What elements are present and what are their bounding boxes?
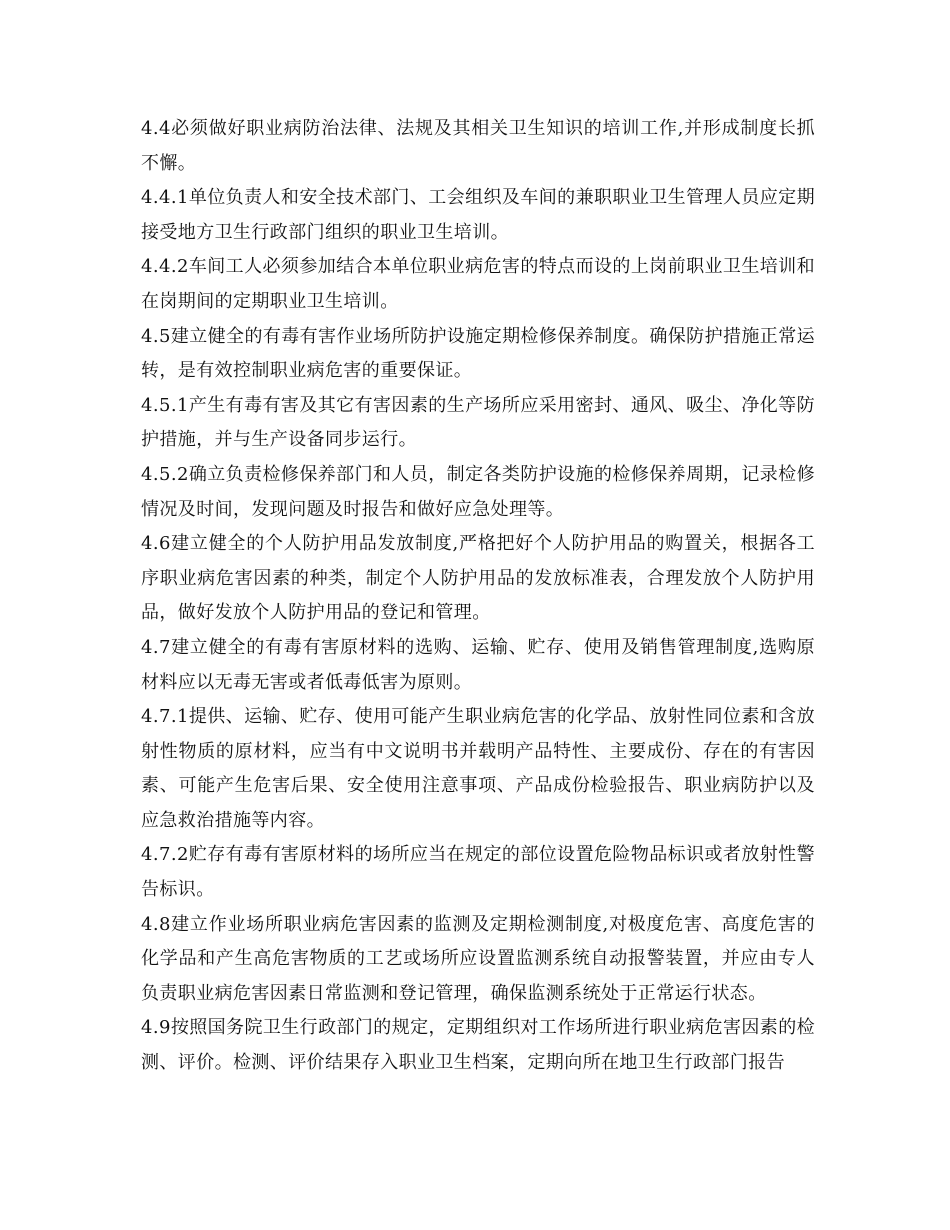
paragraph-4-5-2: 4.5.2确立负责检修保养部门和人员，制定各类防护设施的检修保养周期，记录检修情况及时间，发现问题及时报告和做好应急处理等。 bbox=[141, 463, 815, 520]
paragraph-4-5: 4.5建立健全的有毒有害作业场所防护设施定期检修保养制度。确保防护措施正常运转，是有效控制职业病危害的重要保证。 bbox=[141, 325, 815, 382]
paragraph-4-5-1: 4.5.1产生有毒有害及其它有害因素的生产场所应采用密封、通风、吸尘、净化等防护措施，并与生产设备同步运行。 bbox=[141, 394, 815, 451]
document-body bbox=[141, 112, 815, 1081]
paragraph-4-8: 4.8建立作业场所职业病危害因素的监测及定期检测制度,对极度危害、高度危害的化学品和产生高危害物质的工艺或场所应设置监测系统自动报警装置，并应由专人负责职业病危害因素日常监测和登记管理，确保监测系统处于正常运行状态。 bbox=[141, 913, 815, 1004]
paragraph-4-7-2: 4.7.2贮存有毒有害原材料的场所应当在规定的部位设置危险物品标识或者放射性警告标识。 bbox=[141, 844, 815, 901]
paragraph-4-7-1: 4.7.1提供、运输、贮存、使用可能产生职业病危害的化学品、放射性同位素和含放射性物质的原材料，应当有中文说明书并载明产品特性、主要成份、存在的有害因素、可能产生危害后果、安全使用注意事项、产品成份检验报告、职业病防护以及应急救治措施等内容。 bbox=[141, 706, 815, 831]
paragraph-4-9: 4.9按照国务院卫生行政部门的规定，定期组织对工作场所进行职业病危害因素的检测、评价。检测、评价结果存入职业卫生档案，定期向所在地卫生行政部门报告 bbox=[141, 1017, 815, 1074]
paragraph-4-4-2: 4.4.2车间工人必须参加结合本单位职业病危害的特点而设的上岗前职业卫生培训和在岗期间的定期职业卫生培训。 bbox=[141, 256, 815, 312]
paragraph-4-6: 4.6建立健全的个人防护用品发放制度,严格把好个人防护用品的购置关，根据各工序职业病危害因素的种类，制定个人防护用品的发放标准表，合理发放个人防护用品，做好发放个人防护用品的登记和管理。 bbox=[141, 533, 815, 624]
paragraph-4-4: 4.4必须做好职业病防治法律、法规及其相关卫生知识的培训工作,并形成制度长抓不懈。 bbox=[141, 118, 815, 174]
paragraph-4-7: 4.7建立健全的有毒有害原材料的选购、运输、贮存、使用及销售管理制度,选购原材料应以无毒无害或者低毒低害为原则。 bbox=[141, 636, 815, 693]
paragraph-4-4-1: 4.4.1单位负责人和安全技术部门、工会组织及车间的兼职职业卫生管理人员应定期接受地方卫生行政部门组织的职业卫生培训。 bbox=[141, 187, 815, 243]
